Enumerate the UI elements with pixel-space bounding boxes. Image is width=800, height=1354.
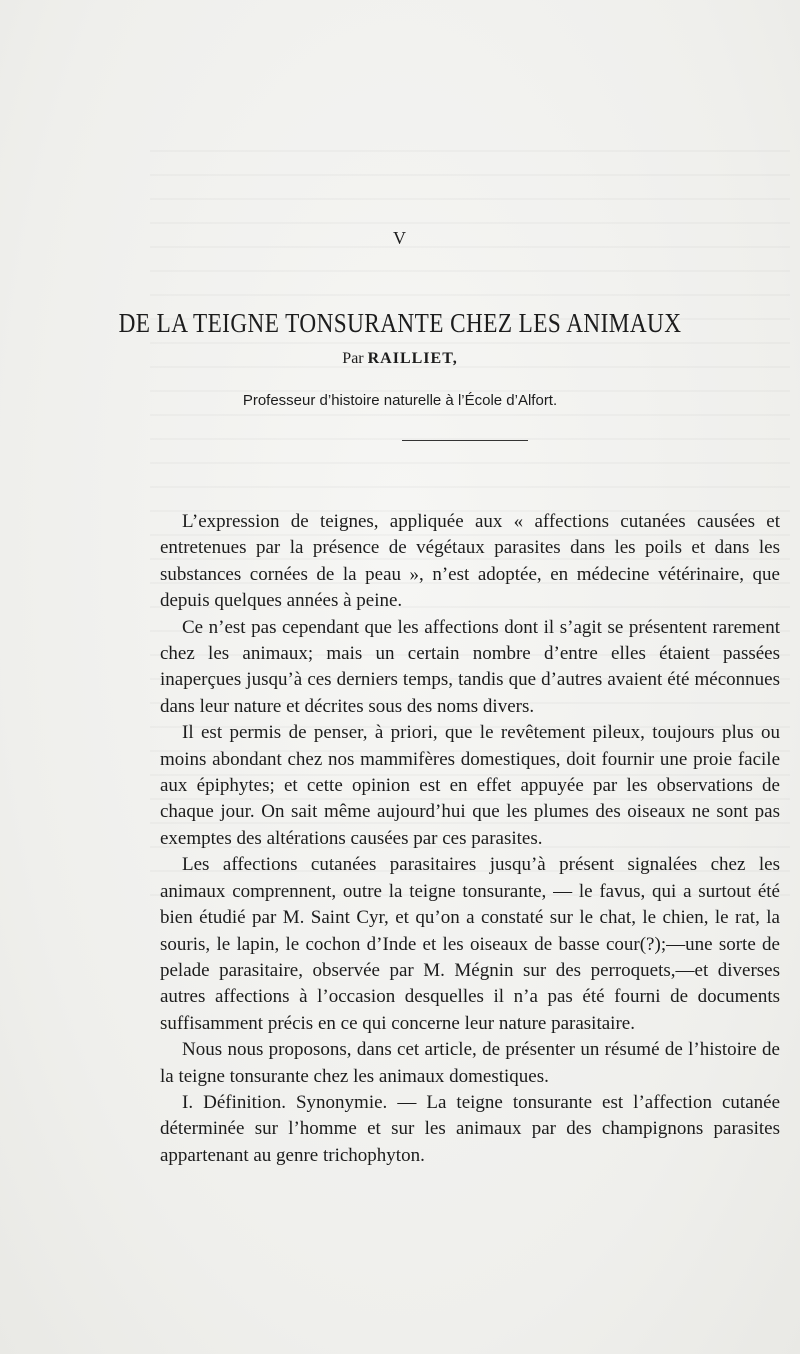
paragraph: I. Définition. Synonymie. — La teigne tonsurante est l’affection cutanée déterminée sur l’homme et sur les animaux par des champignons parasites appartenant au genre trichophyton. (160, 1091, 780, 1166)
paragraph: Ce n’est pas cependant que les affections dont il s’agit se présentent rarement chez les animaux; mais un certain nombre d’entre elles étaient passées inaperçues jusqu’à ces derniers temps, tandis que d’autres avaient été méconnues dans leur nature et décrites sous des noms divers. (160, 616, 780, 717)
article-title: DE LA TEIGNE TONSURANTE CHEZ LES ANIMAUX (118, 308, 682, 338)
paragraph: Nous nous proposons, dans cet article, de présenter un résumé de l’histoire de la teigne tonsurante chez les animaux domestiques. (160, 1039, 780, 1087)
byline (0, 350, 800, 368)
separator-rule (402, 440, 528, 441)
author-affiliation: Professeur d’histoire naturelle à l’École d’Alfort. (242, 392, 558, 409)
paragraph: L’expression de teignes, appliquée aux « affections cutanées causées et entretenues par la présence de végétaux parasites dans les poils et dans les substances cornées de la peau », n’est adoptée, en médecine vétérinaire, que depuis quelques années à peine. (160, 511, 780, 612)
paragraph: Il est permis de penser, à priori, que le revêtement pileux, toujours plus ou moins abondant chez nos mammifères domestiques, doit fournir une proie facile aux épiphytes; et cette opinion est en effet appuyée par les observations de chaque jour. On sait même aujourd’hui que les plumes des oiseaux ne sont pas exemptes des altérations causées par ces parasites. (160, 722, 780, 849)
chapter-number: V (393, 228, 407, 248)
article-body (160, 509, 780, 1169)
byline-prefix: Par (342, 350, 364, 367)
paragraph: Les affections cutanées parasitaires jusqu’à présent signalées chez les animaux comprennent, outre la teigne tonsurante, — le favus, qui a surtout été bien étudié par M. Saint Cyr, et qu’on a constaté sur le chat, le chien, le rat, la souris, le lapin, le cochon d’Inde et les oiseaux de basse cour(?);—une sorte de pelade parasitaire, observée par M. Mégnin sur des perroquets,—et diverses autres affections à l’occasion desquelles il n’a pas été fourni de documents suffisamment précis en ce qui concerne leur nature parasitaire. (160, 854, 780, 1034)
author-name: RAILLIET, (367, 350, 458, 367)
